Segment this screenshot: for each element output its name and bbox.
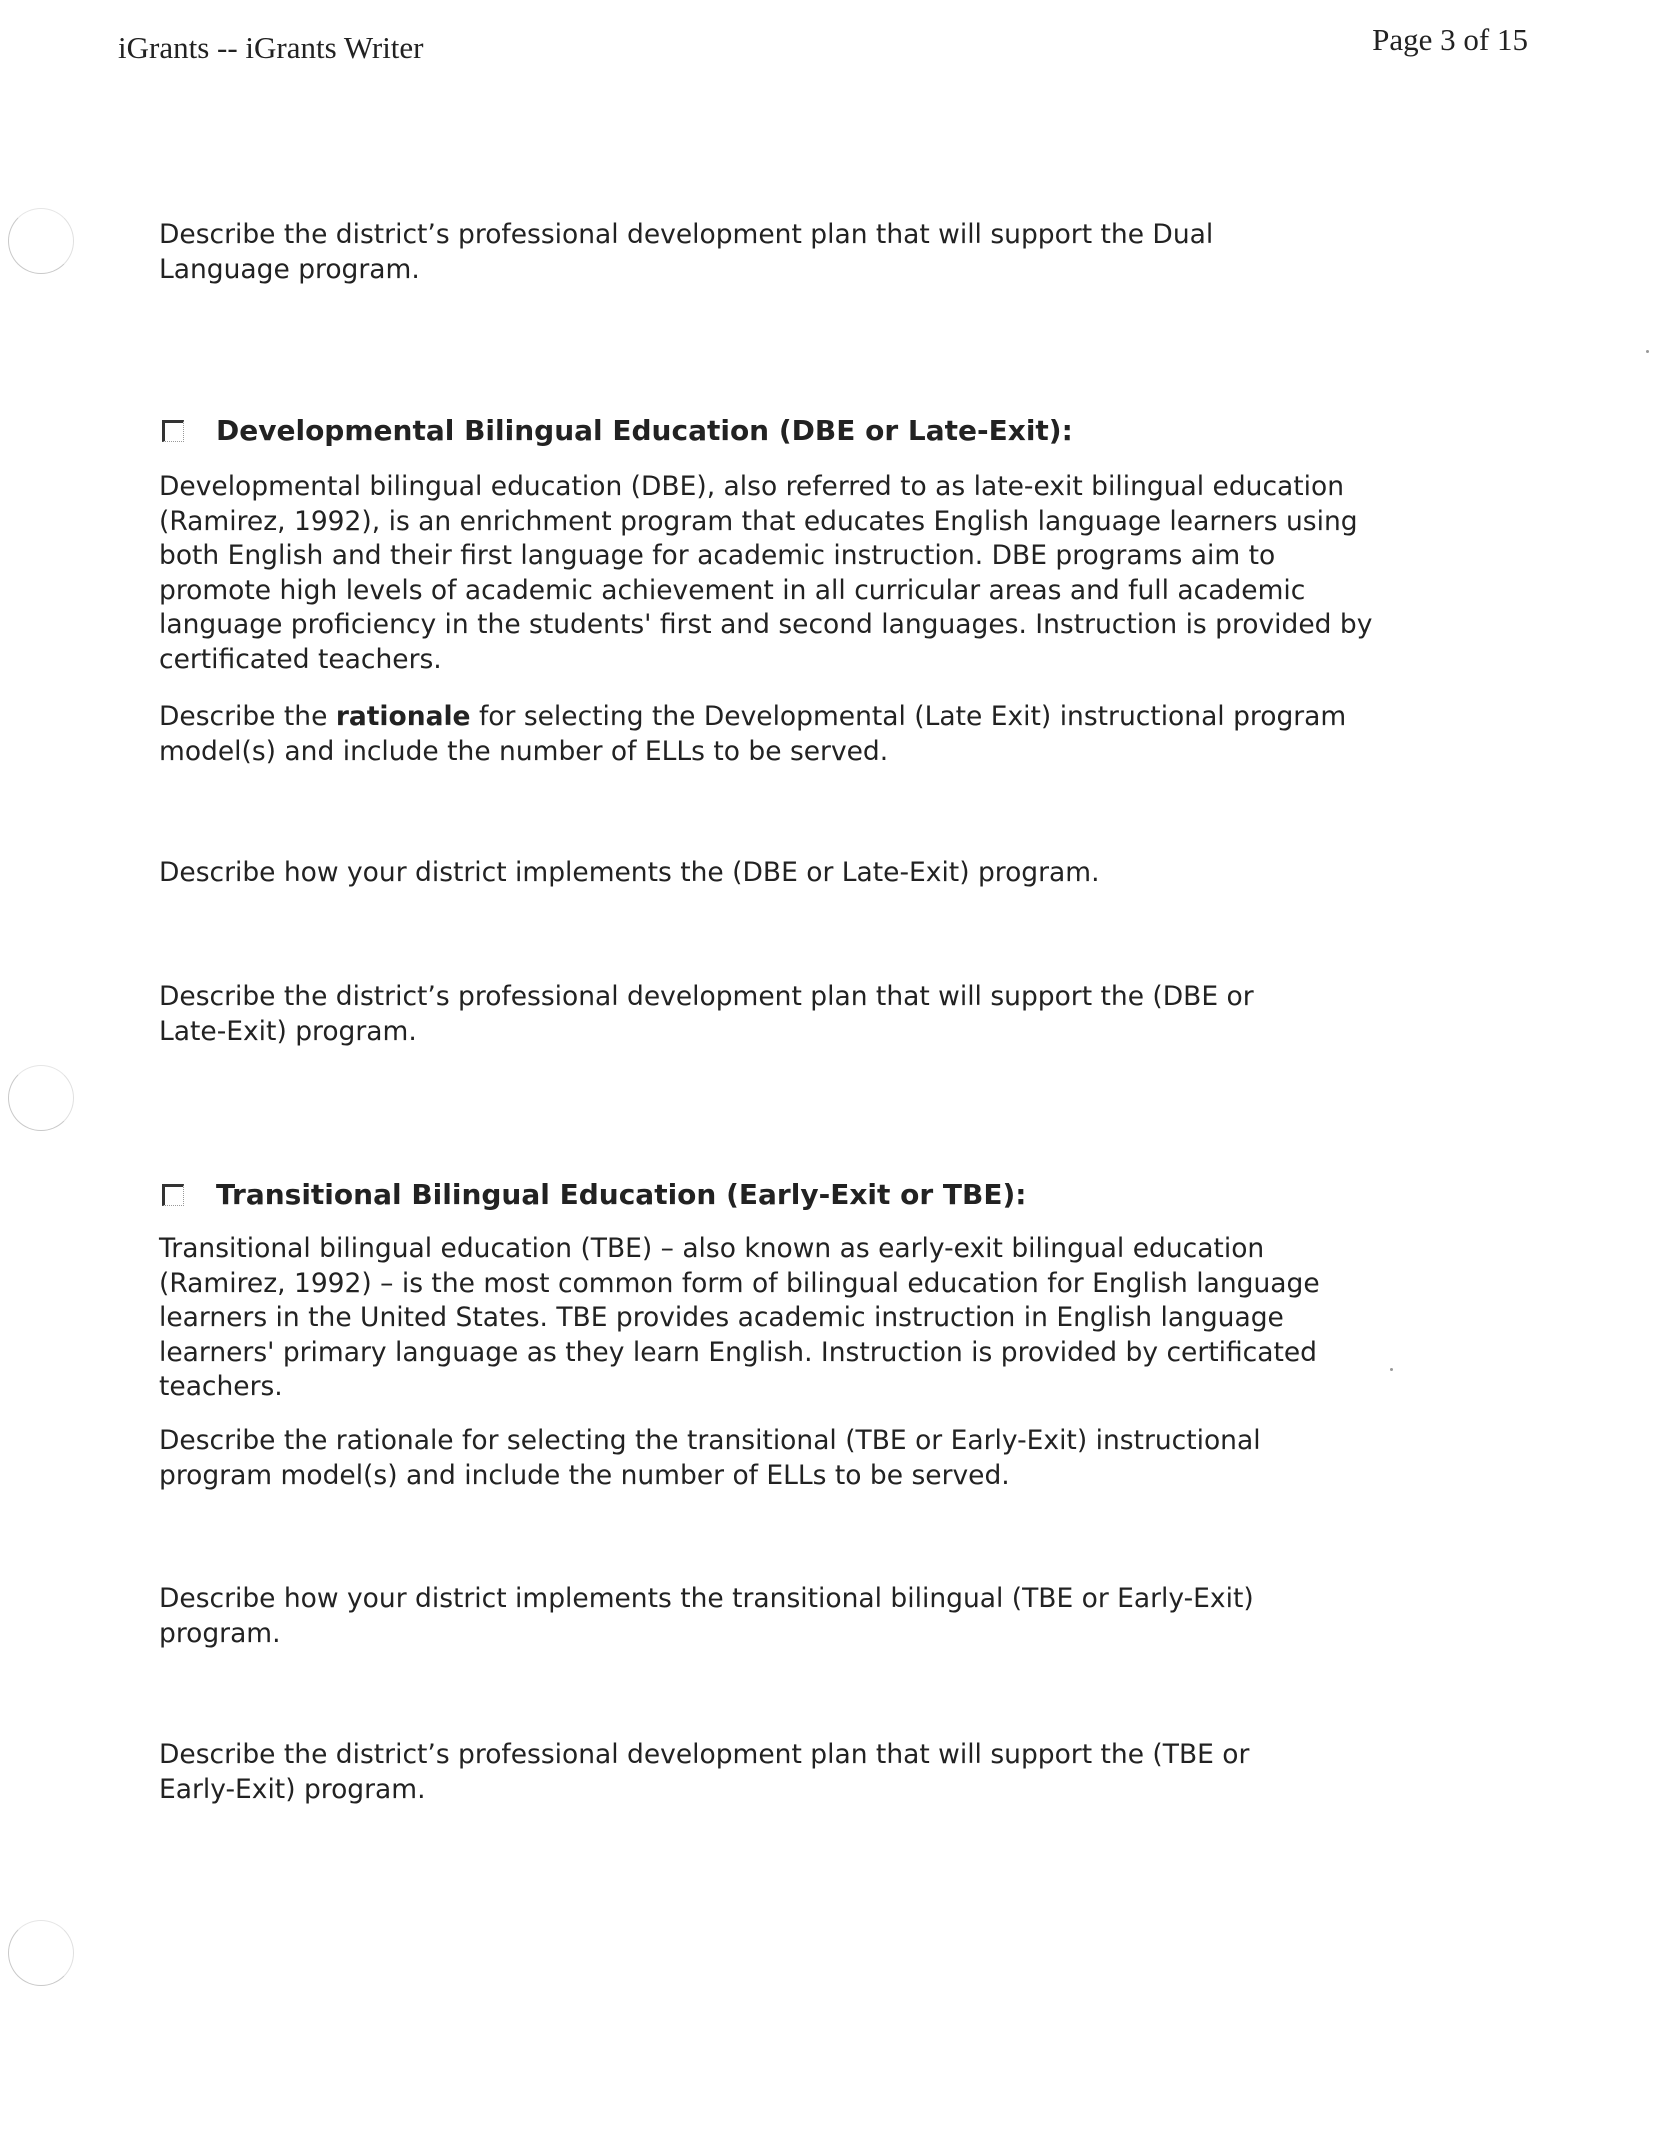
binder-hole-top <box>8 208 74 274</box>
dual-language-pd-prompt: Describe the district’s professional development plan that will support the Dual Language program. <box>159 219 1214 285</box>
tbe-pd-prompt: Describe the district’s professional development plan that will support the (TBE or Early-Exit) program. <box>159 1739 1250 1805</box>
binder-hole-middle <box>8 1065 74 1131</box>
dbe-section-heading <box>162 414 1073 447</box>
dbe-rationale-post: for selecting the Developmental (Late Exit) instructional program model(s) and include the number of ELLs to be served. <box>159 701 1347 767</box>
dbe-heading-text: Developmental Bilingual Education (DBE or Late-Exit): <box>216 414 1073 447</box>
dbe-pd-prompt: Describe the district’s professional development plan that will support the (DBE or Late-Exit) program. <box>159 981 1254 1047</box>
dbe-rationale-bold: rationale <box>335 701 471 732</box>
document-header-title: iGrants -- iGrants Writer <box>118 30 424 65</box>
tbe-section-heading <box>162 1178 1026 1211</box>
dbe-description: Developmental bilingual education (DBE), also referred to as late-exit bilingual education (Ramirez, 1992), is an enrichment program that educates English language learners using both English and their first language for academic instruction. DBE programs aim to promote high levels of academic achievement in all curricular areas and full academic language proficiency in the students' first and second languages. Instruction is provided by certificated teachers. <box>159 471 1373 675</box>
tbe-rationale-prompt: Describe the rationale for selecting the transitional (TBE or Early-Exit) instructional program model(s) and include the number of ELLs to be served. <box>159 1425 1261 1491</box>
dbe-rationale-pre: Describe the <box>159 701 336 732</box>
tbe-description: Transitional bilingual education (TBE) – also known as early-exit bilingual education (Ramirez, 1992) – is the most common form of bilingual education for English language learners in the United States. TBE provides academic instruction in English language learners' primary language as they learn English. Instruction is provided by certificated teachers. <box>159 1233 1320 1402</box>
dbe-checkbox[interactable] <box>162 420 184 442</box>
binder-hole-bottom <box>8 1920 74 1986</box>
dbe-implement-prompt: Describe how your district implements the (DBE or Late-Exit) program. <box>159 857 1100 888</box>
tbe-implement-prompt: Describe how your district implements the transitional bilingual (TBE or Early-Exit) program. <box>159 1583 1254 1649</box>
tbe-heading-text: Transitional Bilingual Education (Early-Exit or TBE): <box>216 1178 1027 1211</box>
scan-speck <box>1646 350 1649 353</box>
page-number: Page 3 of 15 <box>1372 22 1528 57</box>
dbe-rationale-prompt <box>159 700 1359 769</box>
scan-speck <box>1390 1368 1393 1371</box>
tbe-checkbox[interactable] <box>162 1184 184 1206</box>
